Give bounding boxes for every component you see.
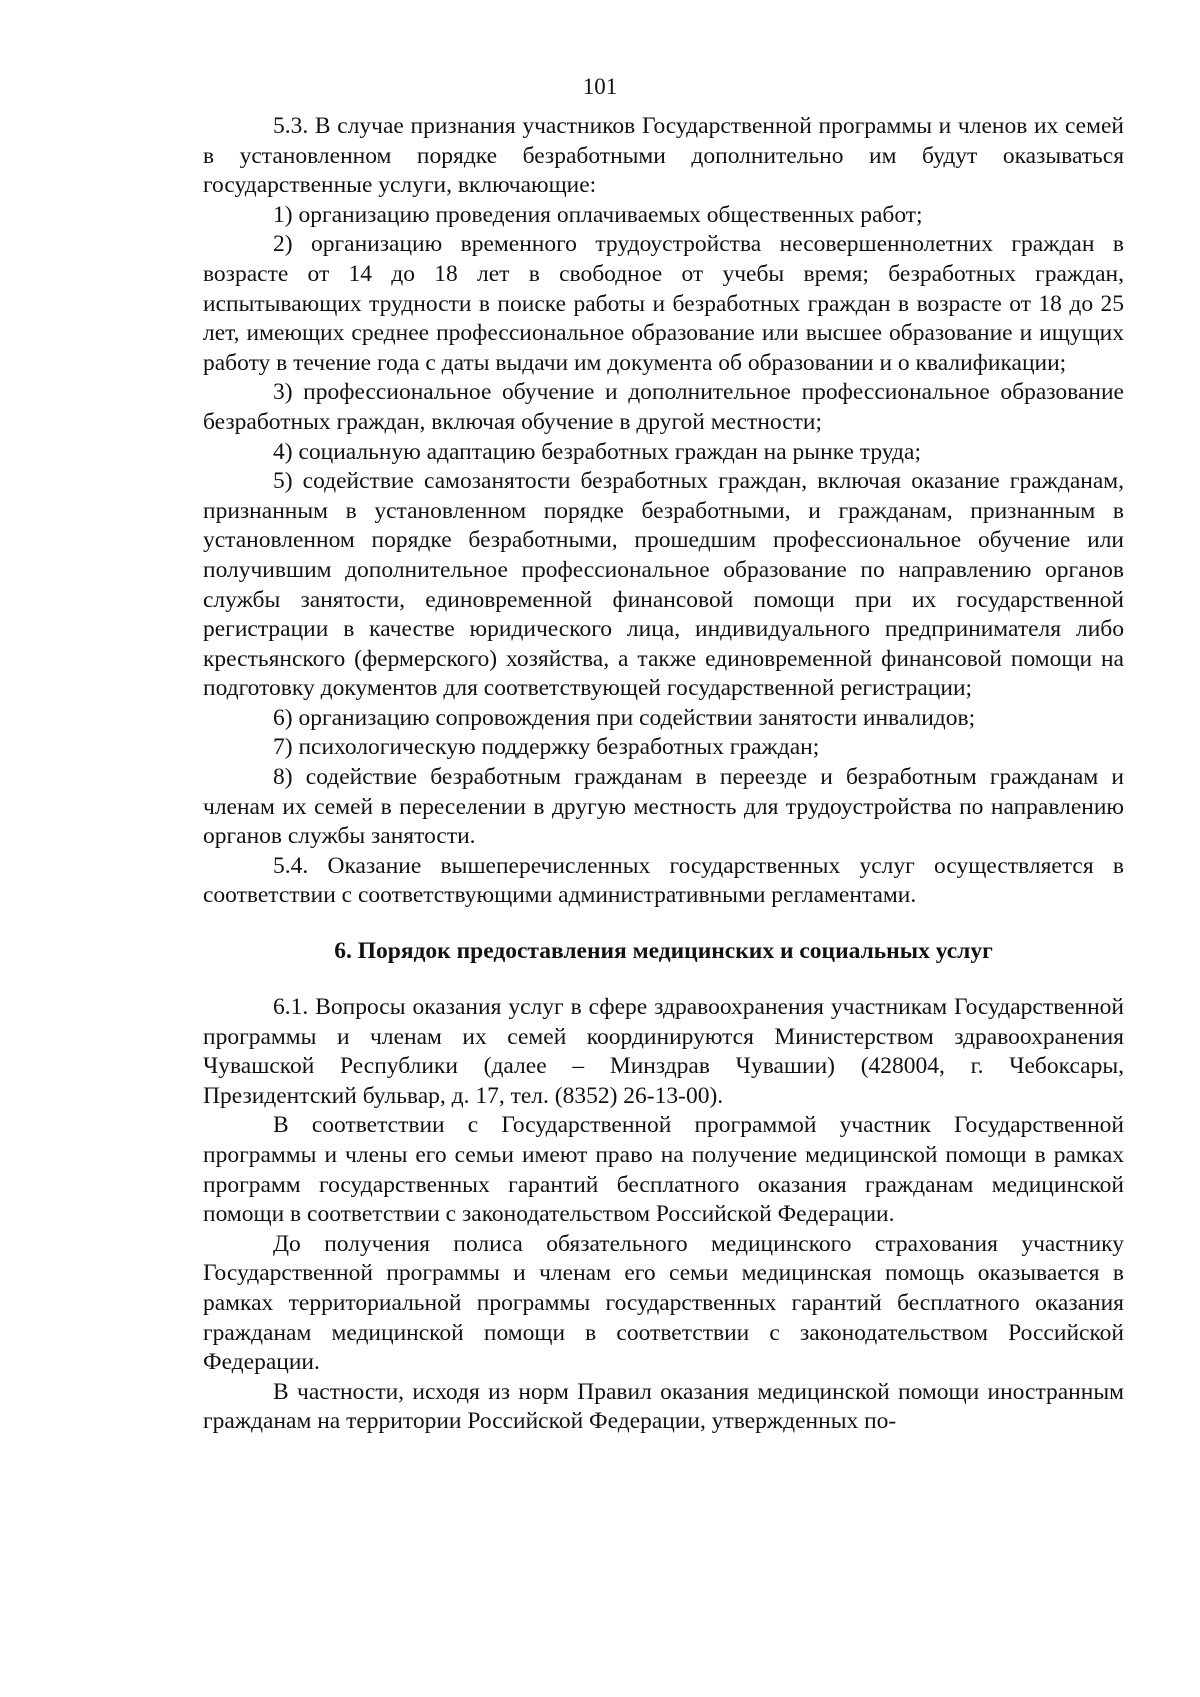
list-item-7: 7) психологическую поддержку безработных граждан; xyxy=(273,734,820,761)
section-5-unemployment-services xyxy=(203,112,1124,911)
paragraph-before-insurance: До получения полиса обязательного медицинского страхования участнику Государственной программы и членам его семьи медицинская помощь оказывается в рамках территориальной программы государственных гарантий бесплатного оказания гражданам медицинской помощи в соответствии с законодательством Российской Федерации. xyxy=(203,1230,1124,1376)
paragraph-5-4: 5.4. Оказание вышеперечисленных государственных услуг осуществляется в соответствии с соответствующими административными регламентами. xyxy=(203,852,1124,909)
list-item-4: 4) социальную адаптацию безработных граждан на рынке труда; xyxy=(273,438,921,465)
list-item-3: 3) профессиональное обучение и дополнительное профессиональное образование безработных граждан, включая обучение в другой местности; xyxy=(203,379,1124,435)
page-body xyxy=(203,112,1124,1437)
paragraph-5-3: 5.3. В случае признания участников Государственной программы и членов их семей в установленном порядке безработными дополнительно им будут оказываться государственные услуги, включающие: xyxy=(203,113,1124,199)
page-number: 101 xyxy=(582,74,618,99)
list-item-1: 1) организацию проведения оплачиваемых общественных работ; xyxy=(273,201,923,228)
section-6-heading: 6. Порядок предоставления медицинских и социальных услуг xyxy=(334,938,993,965)
list-item-5: 5) содействие самозанятости безработных граждан, включая оказание гражданам, признанным в установленном порядке безработными, и гражданам, признанным в установленном порядке безработными, прошедшим профессиональное обучение или получившим дополнительное профессиональное образование по направлению органов службы занятости, единовременной финансовой помощи при их государственной регистрации в качестве юридического лица, индивидуального предпринимателя либо крестьянского (фермерского) хозяйства, а также единовременной финансовой помощи на подготовку документов для соответствующей государственной регистрации; xyxy=(203,468,1124,702)
paragraph-6-1: 6.1. Вопросы оказания услуг в сфере здравоохранения участникам Государственной программы и членам их семей координируются Министерством здравоохранения Чувашской Республики (далее – Минздрав Чувашии) (428004, г. Чебоксары, Президентский бульвар, д. 17, тел. (8352) 26-13-00). xyxy=(203,994,1124,1109)
paragraph-medical-rights: В соответствии с Государственной программой участник Государственной программы и члены его семьи имеют право на получение медицинской помощи в рамках программ государственных гарантий бесплатного оказания гражданам медицинской помощи в соответствии с законодательством Российской Федерации. xyxy=(203,1112,1124,1228)
list-item-2: 2) организацию временного трудоустройства несовершеннолетних граждан в возрасте от 14 до 18 лет в свободное от учебы время; безработных граждан, испытывающих трудности в поиске работы и безработных граждан в возрасте от 18 до 25 лет, имеющих среднее профессиональное образование или высшее образование и ищущих работу в течение года с даты выдачи им документа об образовании и о квалификации; xyxy=(203,231,1124,376)
section-6-medical-services xyxy=(203,993,1124,1437)
list-item-6: 6) организацию сопровождения при содействии занятости инвалидов; xyxy=(273,704,976,731)
list-item-8: 8) содействие безработным гражданам в переезде и безработным гражданам и членам их семей в переселении в другую местность для трудоустройства по направлению органов службы занятости. xyxy=(203,764,1124,850)
paragraph-foreign-citizens-rules: В частности, исходя из норм Правил оказания медицинской помощи иностранным гражданам на территории Российской Федерации, утвержденных по- xyxy=(203,1378,1124,1435)
